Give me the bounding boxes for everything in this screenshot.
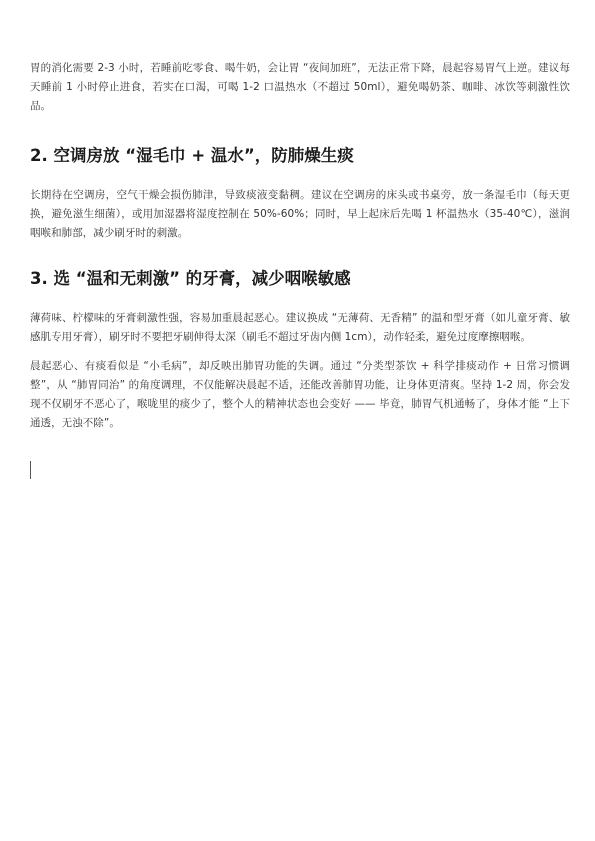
- section-2-paragraph: 长期待在空调房，空气干燥会损伤肺津，导致痰液变黏稠。建议在空调房的床头或书桌旁，放一条湿毛巾（每天更换，避免滋生细菌），或用加湿器将湿度控制在 50%-60%；同时，早上起床后先喝 1 杯温热水（35-40℃），滋润咽喉和肺部，减少刷牙时的刺激。: [30, 189, 570, 239]
- text-cursor[interactable]: [30, 461, 31, 479]
- section-heading-2: 2. 空调房放 “湿毛巾 + 温水”，防肺燥生痰: [30, 146, 354, 165]
- intro-paragraph: 胃的消化需要 2-3 小时，若睡前吃零食、喝牛奶，会让胃 “夜间加班”，无法正常下降，晨起容易胃气上逆。建议每天睡前 1 小时停止进食，若实在口渴，可喝 1-2 口温热水（不超过 50ml），避免喝奶茶、咖啡、冰饮等刺激性饮品。: [30, 62, 570, 112]
- conclusion-paragraph: 晨起恶心、有痰看似是 “小毛病”，却反映出肺胃功能的失调。通过 “分类型茶饮 + 科学排痰动作 + 日常习惯调整”，从 “肺胃同治” 的角度调理，不仅能解决晨起不适，还能改善肺胃功能，让身体更清爽。坚持 1-2 周，你会发现不仅刷牙不恶心了，喉咙里的痰少了，整个人的精神状态也会变好 —— 毕竟，肺胃气机通畅了，身体才能 “上下通透，无浊不除”。: [30, 360, 570, 429]
- article-body: [30, 59, 570, 433]
- section-3-paragraph: 薄荷味、柠檬味的牙膏刺激性强，容易加重晨起恶心。建议换成 “无薄荷、无香精” 的温和型牙膏（如儿童牙膏、敏感肌专用牙膏），刷牙时不要把牙刷伸得太深（刷毛不超过牙齿内侧 1cm），动作轻柔，避免过度摩擦咽喉。: [30, 312, 570, 343]
- section-heading-3: 3. 选 “温和无刺激” 的牙膏，减少咽喉敏感: [30, 269, 351, 288]
